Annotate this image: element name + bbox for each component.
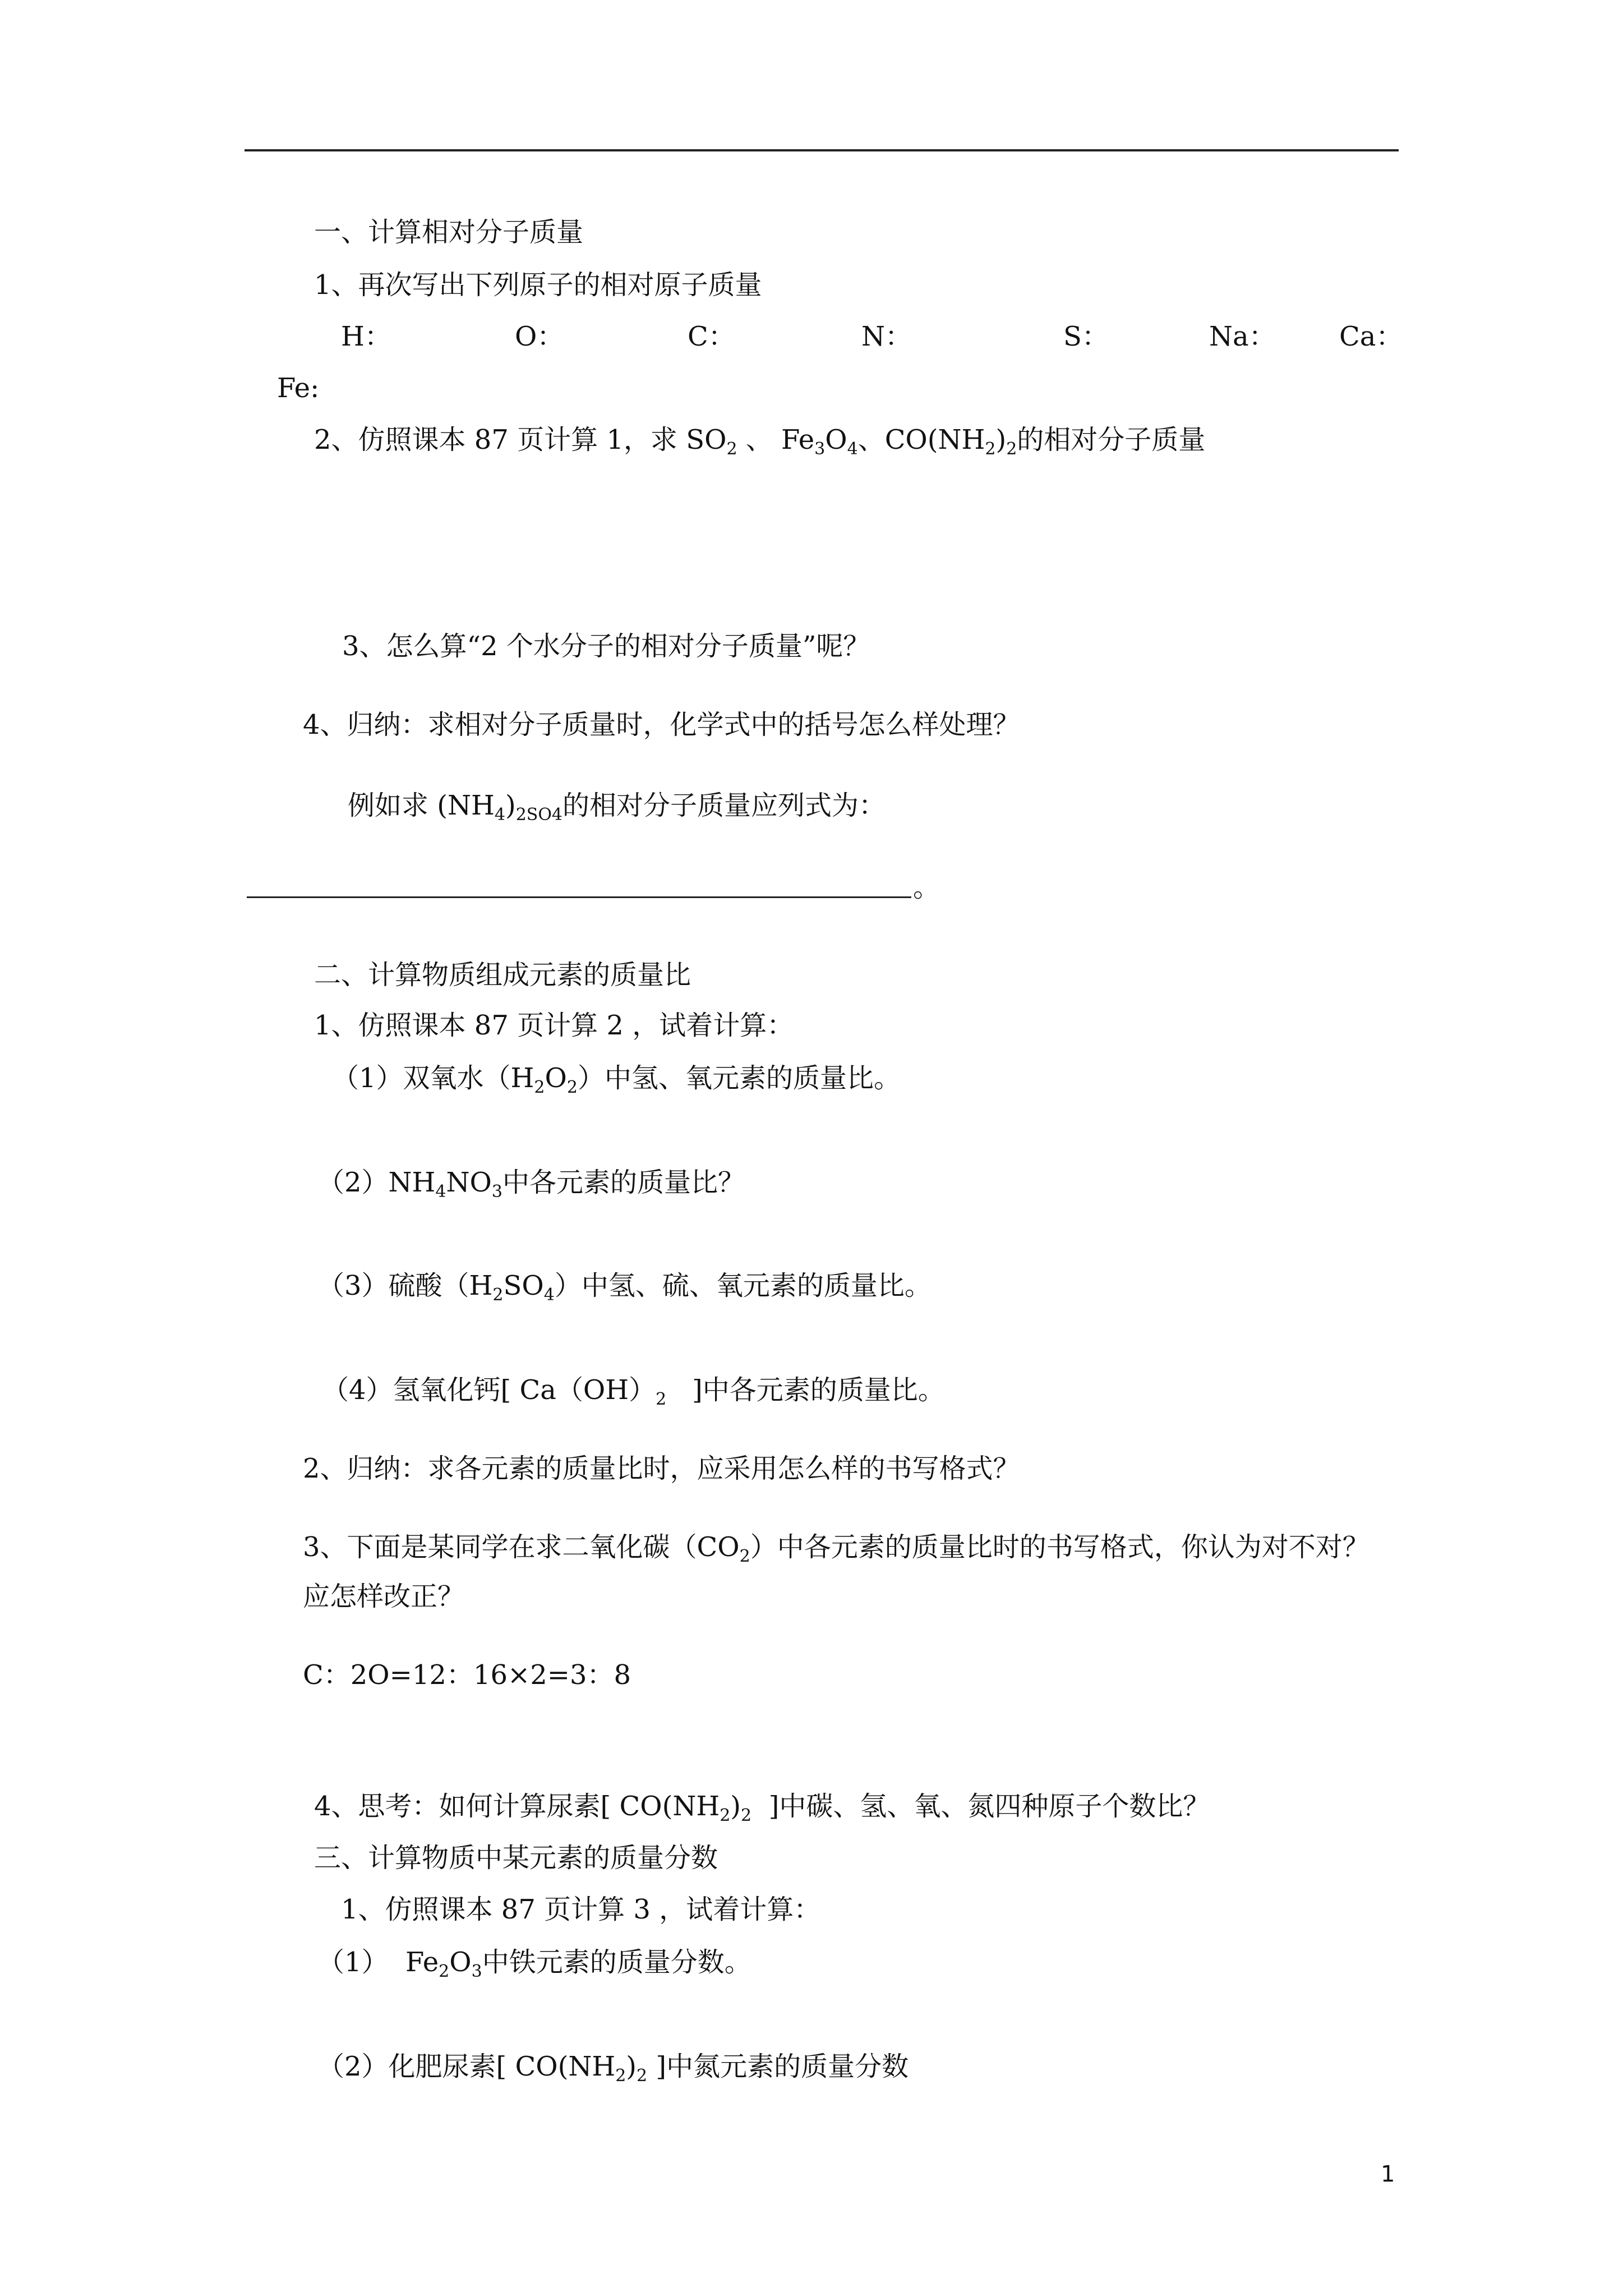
s2-question-3-line-2: 应怎样改正？ [303, 1581, 465, 1612]
s2-question-1: 1、仿照课本 87 页计算 2 ，试着计算： [314, 1010, 794, 1041]
s2-item-2: $(2)NH_4NO_3$中各元素的质量比？ [317, 1167, 745, 1202]
atom-fe: Fe: [277, 372, 320, 404]
atom-o: O： [515, 321, 564, 352]
answer-blank-period: 。 [913, 872, 940, 903]
section-2-heading: 二、计算物质组成元素的质量比 [314, 959, 691, 991]
atom-n: N： [861, 321, 912, 352]
s2-question-3: 3、下面是某同学在求二氧化碳$(CO_2)$中各元素的质量比时的书写格式，你认为对不对？ [303, 1531, 1370, 1566]
s2-item-1: （1）双氧水$(H_2O_2)$中氢、氧元素的质量比。 [332, 1062, 901, 1097]
s1-question-1: 1、再次写出下列原子的相对原子质量 [314, 269, 762, 301]
page-number: 1 [1381, 2161, 1395, 2187]
s1-question-2: 2、仿照课本 87 页计算 1，求 $SO_2$ 、 $Fe_3O_4$、$CO(NH_2)_2$的相对分子质量 [314, 424, 1206, 459]
s3-item-2: （2）化肥尿素[ $CO(NH_2)_2$ ]中氮元素的质量分数 [317, 2051, 909, 2086]
section-1-heading: 一、计算相对分子质量 [314, 217, 584, 248]
s1-question-4: 4、归纳：求相对分子质量时，化学式中的括号怎么样处理？ [303, 709, 1020, 740]
atom-c: C： [688, 321, 735, 352]
s2-item-4: （4）氢氧化钙[ $Ca(OH)_2$ ]中各元素的质量比。 [322, 1374, 945, 1409]
s1-question-3: 3、怎么算“2 个水分子的相对分子质量”呢？ [342, 631, 870, 662]
s2-calculation: C：2O=12：16×2=3：8 [303, 1659, 631, 1691]
s3-item-1: （1） $Fe_2O_3$中铁元素的质量分数。 [317, 1947, 751, 1981]
atom-na: Na： [1209, 321, 1276, 352]
s2-question-4: 4、思考：如何计算尿素[ $CO(NH_2)_2$ ]中碳、氢、氧、氮四种原子个数比？ [314, 1791, 1210, 1825]
section-3-heading: 三、计算物质中某元素的质量分数 [314, 1842, 718, 1874]
s3-question-1: 1、仿照课本 87 页计算 3 ，试着计算： [341, 1894, 821, 1925]
s2-item-3: （3）硫酸$(H_2SO_4)$中氢、硫、氧元素的质量比。 [317, 1270, 932, 1305]
answer-blank [247, 896, 911, 898]
s1-example: 例如求 $(NH_4)_{2SO4}$的相对分子质量应列式为： [348, 790, 886, 825]
atom-h: H： [341, 321, 391, 352]
atom-ca: Ca： [1339, 321, 1403, 352]
atom-s: S： [1063, 321, 1109, 352]
header-rule [245, 149, 1399, 151]
s2-question-2: 2、归纳：求各元素的质量比时，应采用怎么样的书写格式？ [303, 1453, 1020, 1484]
